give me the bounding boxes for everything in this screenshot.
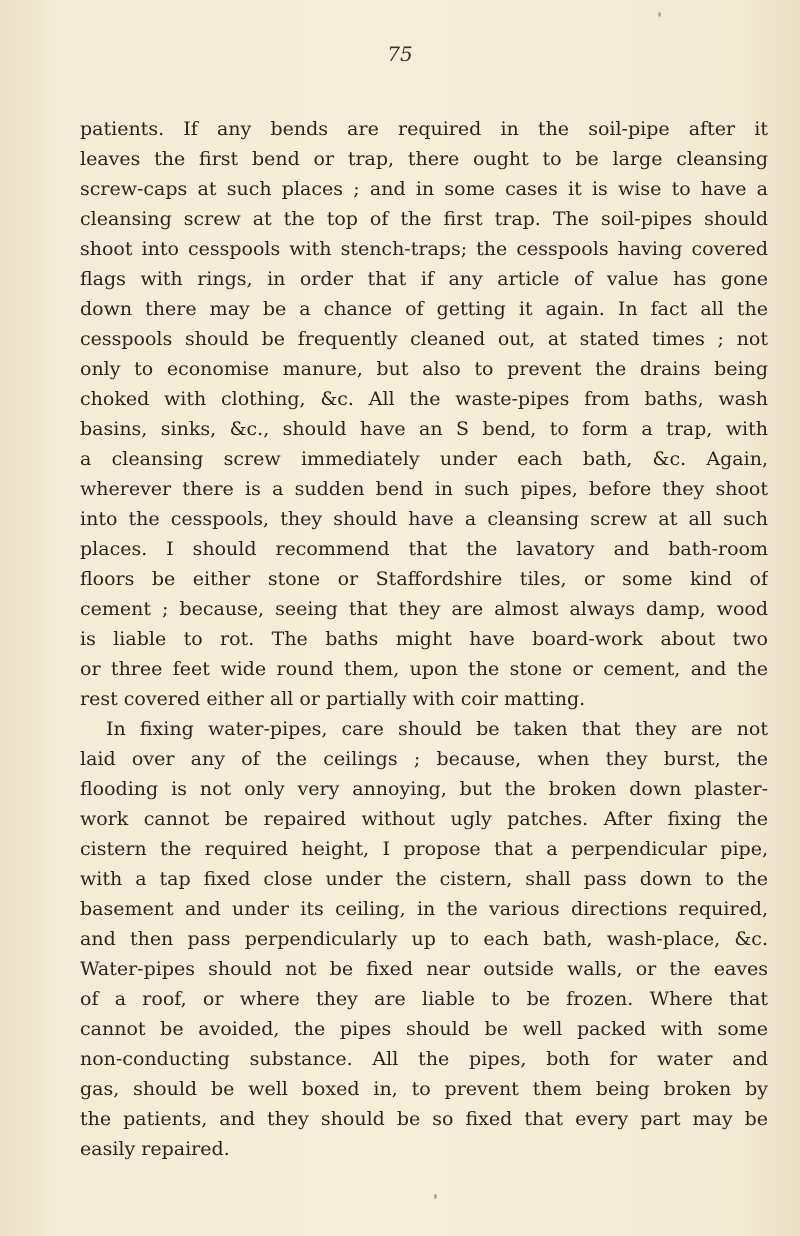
text-line: basement and under its ceiling, in the various directions required, xyxy=(80,898,768,920)
text-line: cannot be avoided, the pipes should be well packed with some xyxy=(80,1018,768,1040)
text-line: easily repaired. xyxy=(80,1138,230,1160)
text-line: flags with rings, in order that if any article of value has gone xyxy=(80,268,768,290)
text-line: is liable to rot. The baths might have board-work about two xyxy=(80,628,768,650)
text-line: floors be either stone or Staffordshire tiles, or some kind of xyxy=(80,568,768,590)
text-line: or three feet wide round them, upon the stone or cement, and the xyxy=(80,658,768,680)
text-line: choked with clothing, &c. All the waste-pipes from baths, wash xyxy=(80,388,768,410)
text-line: rest covered either all or partially with coir matting. xyxy=(80,688,586,710)
text-line: only to economise manure, but also to prevent the drains being xyxy=(80,358,768,380)
text-line: of a roof, or where they are liable to be frozen. Where that xyxy=(80,988,768,1010)
text-line: flooding is not only very annoying, but the broken down plaster- xyxy=(80,778,768,800)
paper-speck xyxy=(658,12,661,17)
text-line: cement ; because, seeing that they are almost always damp, wood xyxy=(80,598,768,620)
text-line: screw-caps at such places ; and in some cases it is wise to have a xyxy=(80,178,768,200)
text-line: non-conducting substance. All the pipes, both for water and xyxy=(80,1048,768,1070)
text-line: basins, sinks, &c., should have an S bend, to form a trap, with xyxy=(80,418,768,440)
text-line: with a tap fixed close under the cistern, shall pass down to the xyxy=(80,868,768,890)
text-line: into the cesspools, they should have a cleansing screw at all such xyxy=(80,508,768,530)
text-line: cistern the required height, I propose that a perpendicular pipe, xyxy=(80,838,768,860)
text-line: In fixing water-pipes, care should be taken that they are not xyxy=(106,718,768,740)
text-line: work cannot be repaired without ugly patches. After fixing the xyxy=(80,808,768,830)
text-line: cesspools should be frequently cleaned out, at stated times ; not xyxy=(80,328,768,350)
text-line: wherever there is a sudden bend in such pipes, before they shoot xyxy=(80,478,768,500)
text-line: laid over any of the ceilings ; because, when they burst, the xyxy=(80,748,768,770)
text-line: leaves the first bend or trap, there ought to be large cleansing xyxy=(80,148,768,170)
text-line: shoot into cesspools with stench-traps; the cesspools having covered xyxy=(80,238,768,260)
text-line: the patients, and they should be so fixed that every part may be xyxy=(80,1108,768,1130)
text-line: gas, should be well boxed in, to prevent them being broken by xyxy=(80,1078,768,1100)
text-line: and then pass perpendicularly up to each bath, wash-place, &c. xyxy=(80,928,768,950)
page-number: 75 xyxy=(387,42,413,66)
body-text xyxy=(80,114,768,1164)
text-line: a cleansing screw immediately under each bath, &c. Again, xyxy=(80,448,768,470)
paper-speck xyxy=(434,1194,437,1199)
text-line: patients. If any bends are required in the soil-pipe after it xyxy=(80,118,768,140)
text-line: places. I should recommend that the lavatory and bath-room xyxy=(80,538,768,560)
text-line: cleansing screw at the top of the first trap. The soil-pipes should xyxy=(80,208,768,230)
text-line: Water-pipes should not be fixed near outside walls, or the eaves xyxy=(80,958,768,980)
text-line: down there may be a chance of getting it again. In fact all the xyxy=(80,298,768,320)
